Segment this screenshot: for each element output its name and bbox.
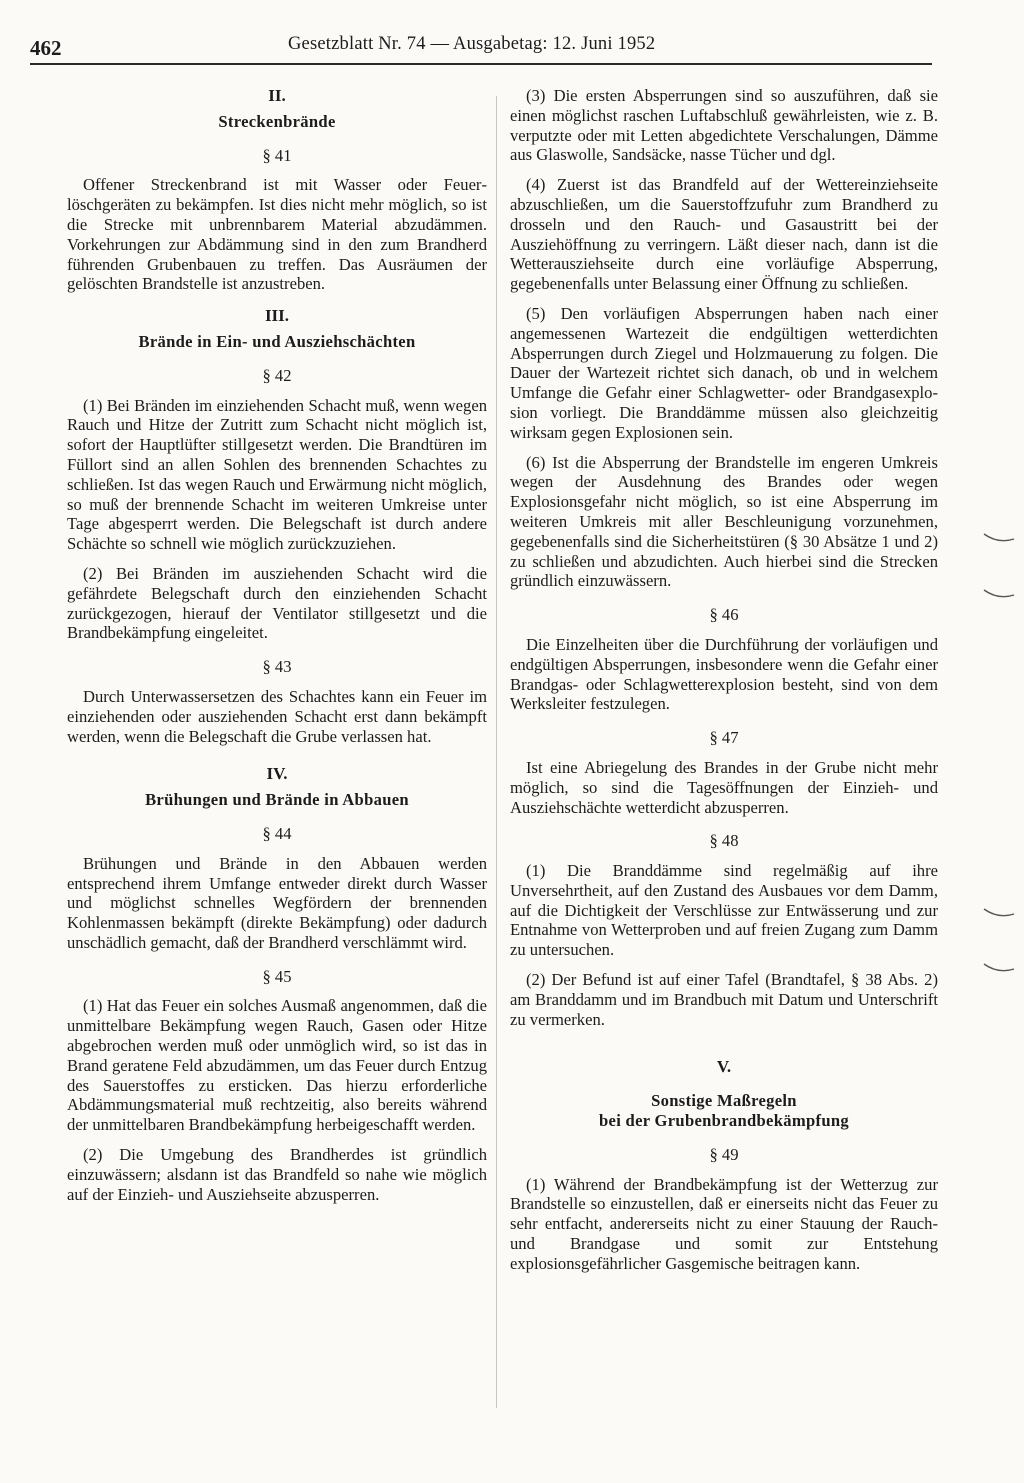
chapter-heading: V. [716, 1057, 732, 1077]
margin-mark [982, 530, 1016, 544]
body-paragraph: (1) Die Branddämme sind regelmäßig auf ihre Unversehrtheit, auf den Zustand des Ausbaues vor dem Damm, auf die Dichtigkeit der Verschlüsse zur Entwässerung und zur Entnahme von Wetterproben und auf freien Zugang zum Damm zu untersuchen. [510, 861, 938, 960]
body-paragraph: (5) Den vorläufigen Absperrungen haben nach einer angemessenen Wartezeit die endgültigen wetterdichten Absperrungen durch Ziegel und Holzmauerung zu folgen. Die Dauer der Wartezeit richtet sich danach, ob und in welchem Umfange die Gefahr einer Schlagwetter- oder Brandgasexplosion vorliegt. Die Branddämme müssen also gleichzeitig wirksam gegen Explosionen sein. [510, 303, 938, 442]
body-paragraph: Brühungen und Brände in den Abbauen werden entsprechend ihrem Umfange entweder direkt durch Wasser und möglichst schnelles Wegfördern der brennenden Kohlenmassen bekämpft (direkte Bekämpfung) oder dadurch unschädlich gemacht, daß der Brandherd verschlämmt wird. [67, 853, 487, 952]
body-paragraph: (2) Die Umgebung des Brandherdes ist gründlich einzuwässern; alsdann ist das Brandfeld so nahe wie möglich auf der Einzieh- und Ausziehseite abzusperren. [67, 1145, 487, 1204]
page-header [30, 36, 930, 70]
paragraph-number: § 43 [262, 657, 292, 677]
body-paragraph: (1) Hat das Feuer ein solches Ausmaß angenommen, daß die unmittelbare Bekämpfung wegen Rauch, Gasen oder Hitze abgebrochen werden muß oder unmöglich wird, so ist das in Brand geratene Feld abzudämmen, um das Feuer durch Entzug des Sauerstoffes zu ersticken. Das hierzu erforderliche Abdämmungsmaterial muß rechtzeitig, also bereits während der unmittelbaren Brandbekämpfung herbeigeschafft werden. [67, 996, 487, 1135]
section-title: Brände in Ein- und Ausziehschächten [138, 331, 416, 351]
left-column [67, 86, 487, 1214]
paragraph-number: § 42 [262, 365, 292, 385]
paragraph-number: § 44 [262, 823, 292, 843]
paragraph-number: § 48 [709, 831, 739, 851]
section-title: Sonstige Maßregeln [651, 1091, 797, 1111]
margin-mark [982, 905, 1016, 919]
paragraph-number: § 46 [709, 605, 739, 625]
column-divider [496, 96, 497, 1408]
body-paragraph: (4) Zuerst ist das Brandfeld auf der Wettereinziehseite abzuschließen, um die Sauerstoffzufuhr zum Brandherd zu drosseln und den Rauch- und Gasaustritt bei der Ausziehöffnung zu verringern. Läßt dieser nach, dann ist die Wetterausziehseite durch eine vorläufige Absperrung, gegebenenfalls unter Belassung einer Öffnung zu schließen. [510, 175, 938, 294]
paragraph-number: § 49 [709, 1144, 739, 1164]
body-paragraph: (3) Die ersten Absperrungen sind so auszuführen, daß sie einen möglichst raschen Luftabschluß gewährleisten, wie z. B. verputzte oder mit Letten abgedichtete Verschalungen, Dämme aus Glaswolle, Sandsäcke, nasse Tücher und dgl. [510, 86, 938, 165]
running-title: Gesetzblatt Nr. 74 — Ausgabetag: 12. Juni 1952 [288, 34, 656, 54]
body-paragraph: Offener Streckenbrand ist mit Wasser oder Feuerlöschgeräten zu bekämpfen. Ist dies nicht mehr möglich, so ist die Strecke mit unbrennbarem Material abzudämmen. Vorkehrungen zur Abdämmung sind in den zum Brandherd führenden Grubenbauen zu treffen. Das Ausräumen der gelöschten Brandstelle ist anzustreben. [67, 175, 487, 294]
paragraph-number: § 41 [262, 145, 292, 165]
margin-mark [982, 586, 1016, 600]
body-paragraph: Die Einzelheiten über die Durchführung der vorläufigen und endgültigen Absperrungen, insbesondere wenn die Gefahr einer Brandgas- oder Schlagwetterexplosion besteht, sind von dem Werksleiter festzulegen. [510, 634, 938, 714]
section-title: Brühungen und Brände in Abbauen [145, 790, 409, 810]
body-paragraph: (6) Ist die Absperrung der Brandstelle im engeren Umkreis wegen der Ausdehnung des Brandes oder wegen Explosionsgefahr nicht möglich, so ist eine Absperrung im weiteren Umkreis mit aller Beschleunigung vorzunehmen, gegebenenfalls sind die Sicherheitstüren (§ 30 Absätze 1 und 2) zu schließen und abzudichten. Auch hierbei sind die Strecken gründlich einzuwässern. [510, 452, 938, 591]
header-rule [30, 63, 932, 65]
section-title-line2: bei der Grubenbrandbekämpfung [599, 1111, 849, 1131]
body-paragraph: (1) Während der Brandbekämpfung ist der Wetterzug zur Brandstelle so einzustellen, daß er einerseits nicht das Feuer zu sehr entfacht, andererseits nicht zu einer Stauung der Rauch- und Brandgase und somit zur Entstehung explosionsgefährlicher Gasgemische beitragen kann. [510, 1174, 938, 1273]
chapter-heading: III. [264, 306, 290, 326]
paragraph-number: § 45 [262, 966, 292, 986]
chapter-heading: II. [268, 86, 286, 105]
chapter-heading: IV. [266, 764, 288, 784]
section-title: Streckenbrände [218, 111, 336, 131]
body-paragraph: (2) Der Befund ist auf einer Tafel (Brandtafel, § 38 Abs. 2) am Branddamm und im Brandbuch mit Datum und Unterschrift zu vermerken. [510, 970, 938, 1029]
paragraph-number: § 47 [709, 728, 739, 748]
page-number: 462 [30, 36, 62, 60]
body-paragraph: (1) Bei Bränden im einziehenden Schacht muß, wenn wegen Rauch und Hitze der Zutritt zum Schacht nicht möglich ist, sofort der Hauptlüfter stillgesetzt werden. Die Brandtüren im Füllort sind an allen Sohlen des brennenden Schachtes zu schließen. Ist das wegen Rauch und Erwärmung nicht möglich, so muß der brennende Schacht im weiteren Umkreise unter Tage abgesperrt werden. Die Belegschaft ist durch andere Schächte so schnell wie möglich zurückzuziehen. [67, 395, 487, 554]
body-paragraph: (2) Bei Bränden im ausziehenden Schacht wird die gefährdete Belegschaft durch den einziehenden Schacht zurückgezogen, hierauf der Ventilator stillgesetzt und die Brandbekämpfung eingeleitet. [67, 563, 487, 643]
right-column [510, 86, 938, 1284]
margin-mark [982, 960, 1016, 974]
body-paragraph: Ist eine Abriegelung des Brandes in der Grube nicht mehr möglich, so sind die Tagesöffnungen der Einzieh- und Ausziehschächte wetterdicht abzusperren. [510, 757, 938, 817]
body-paragraph: Durch Unterwassersetzen des Schachtes kann ein Feuer im einziehenden oder ausziehenden Schacht erst dann bekämpft werden, wenn die Belegschaft die Grube verlassen hat. [67, 686, 487, 746]
